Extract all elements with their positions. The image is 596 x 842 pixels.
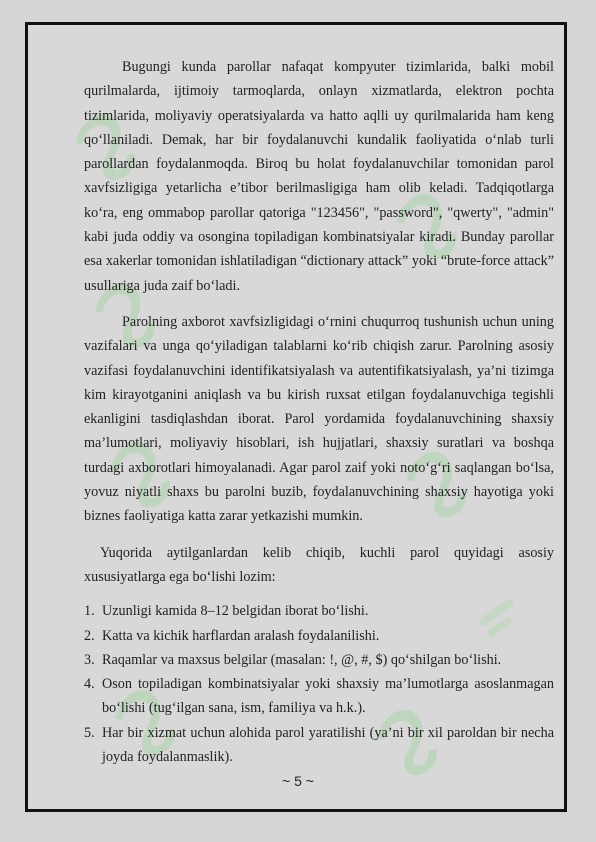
list-item <box>84 599 554 623</box>
list-item-text: Raqamlar va maxsus belgilar (masalan: !, @, #, $) qo‘shilgan bo‘lishi. <box>102 651 502 668</box>
list-item-text: Oson topiladigan kombinatsiyalar yoki shaxsiy ma’lumotlarga asoslanmagan bo‘lishi (tug‘ilgan sana, ism, familiya va h.k.). <box>102 676 554 717</box>
list-item-number: 1. <box>84 603 95 620</box>
list-item <box>84 672 554 721</box>
list-item-text: Uzunligi kamida 8–12 belgidan iborat bo‘lishi. <box>102 603 369 620</box>
strong-password-requirements-list <box>84 599 554 769</box>
list-item-number: 4. <box>84 676 95 693</box>
list-item <box>84 721 554 770</box>
list-item-text: Katta va kichik harflardan aralash foydalanilishi. <box>102 627 380 644</box>
document-body <box>84 55 554 769</box>
page-number: ~ 5 ~ <box>282 773 314 789</box>
list-item-number: 5. <box>84 724 95 741</box>
list-item <box>84 624 554 648</box>
list-item-text: Har bir xizmat uchun alohida parol yaratilishi (ya’ni bir xil paroldan bir necha joyda foydalanmaslik). <box>102 724 554 766</box>
paragraph-strong-password-lead: Yuqorida aytilganlardan kelib chiqib, kuchli parol quyidagi asosiy xususiyatlarga ega bo‘lishi lozim: <box>84 544 554 585</box>
paragraph-password-role: Parolning axborot xavfsizligidagi o‘rnini chuqurroq tushunish uchun uning vazifalari va unga qo‘yiladigan talablarni ko‘rib chiqish zarur. Parolning asosiy vazifasi foydalanuvchini identifikatsiyalash va autentifikatsiyalash, ya’ni tizimga kim kirayotganini aniqlash va bu kirish ruxsat etilgan foydalanuvchiga tegishli ekanligini tasdiqlashdan iborat. Parol yordamida foydalanuvchining shaxsiy ma’lumotlari, moliyaviy hisoblari, ish hujjatlari, shaxsiy suratlari va boshqa turdagi axborotlari himoyalanadi. Agar parol zaif yoki noto‘g‘ri saqlangan bo‘lsa, yovuz niyatli shaxs bu parolni buzib, foydalanuvchining shaxsiy hayotiga yoki biznes faoliyatiga katta zarar yetkazishi mumkin. <box>84 313 554 525</box>
page-border-frame <box>25 22 567 812</box>
list-item <box>84 648 554 672</box>
list-item-number: 3. <box>84 651 95 668</box>
paragraph-intro: Bugungi kunda parollar nafaqat kompyuter tizimlarida, balki mobil qurilmalarda, ijtimoiy tarmoqlarda, onlayn xizmatlarda, elektron pochta tizimlarida, moliyaviy operatsiyalarda va hatto aqlli uy qurilmalarida ham keng qo‘llaniladi. Demak, har bir foydalanuvchi kundalik faoliyatida o‘nlab turli parollardan foydalanmoqda. Biroq bu holat foydalanuvchilar tomonidan parol xavfsizligiga yetarlicha e’tibor berilmasligiga ham olib keladi. Tadqiqotlarga ko‘ra, eng ommabop parollar qatoriga "123456", "password", "qwerty", "admin" kabi juda oddiy va osongina topiladigan kombinatsiyalar kiradi. Bunday parollar esa xakerlar tomonidan ishlatiladigan “dictionary attack” yoki “brute-force attack” usullariga juda zaif bo‘ladi. <box>84 59 554 294</box>
list-item-number: 2. <box>84 627 95 644</box>
